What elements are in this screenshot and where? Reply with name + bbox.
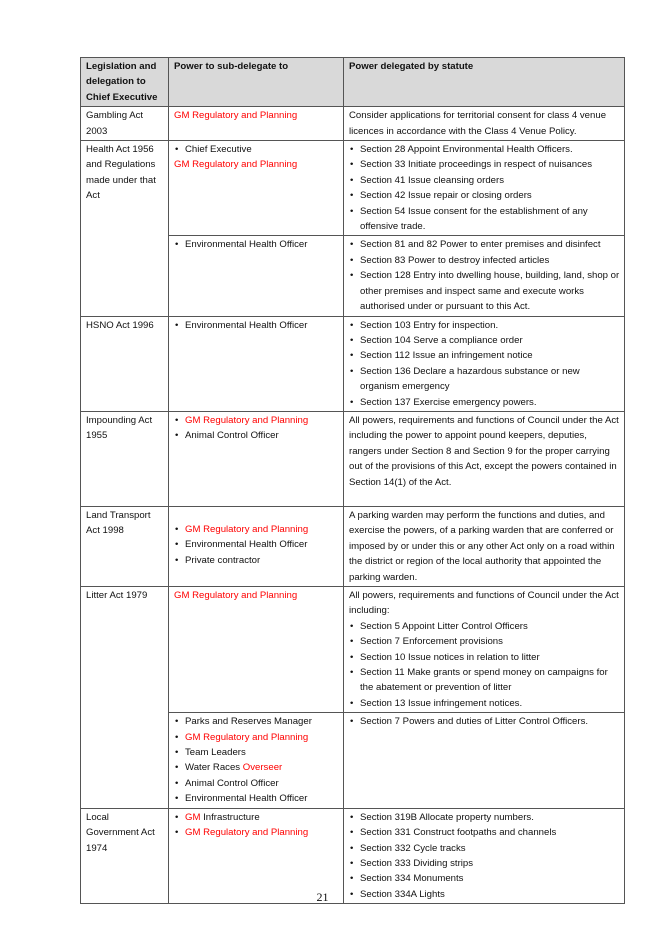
list-item: GM Regulatory and Planning bbox=[174, 159, 298, 171]
list-item: • Chief Executive bbox=[174, 142, 339, 157]
sub-delegate-cell bbox=[169, 316, 344, 411]
list-item: • Section 41 Issue cleansing orders bbox=[349, 173, 620, 188]
list-item: • Section 11 Make grants or spend money on campaigns for the abatement or prevention of litter bbox=[349, 665, 620, 696]
sub-delegate-cell: GM Regulatory and Planning bbox=[169, 587, 344, 713]
list-item: • Environmental Health Officer bbox=[174, 318, 339, 333]
list-item: • Section 334A Lights bbox=[349, 887, 620, 902]
list-item: • Section 332 Cycle tracks bbox=[349, 841, 620, 856]
table-row bbox=[81, 411, 625, 506]
legislation-cell: Land Transport Act 1998 bbox=[81, 506, 169, 586]
list-item: • Environmental Health Officer bbox=[174, 791, 339, 806]
list-item: • GM Regulatory and Planning bbox=[174, 730, 339, 745]
gm-label: GM bbox=[185, 811, 201, 823]
list-item: • Section 128 Entry into dwelling house, building, land, shop or other premises and inspect same and execute works authorised under or pursuant to this Act. bbox=[349, 268, 620, 314]
statute-intro: All powers, requirements and functions of Council under the Act including: bbox=[349, 590, 619, 617]
list-item: • Section 334 Monuments bbox=[349, 871, 620, 886]
sub-delegate-cell bbox=[169, 411, 344, 506]
sub-delegate-cell bbox=[169, 141, 344, 236]
list-item: • Section 42 Issue repair or closing orders bbox=[349, 188, 620, 203]
list-item: • Section 331 Construct footpaths and channels bbox=[349, 825, 620, 840]
table-row bbox=[81, 107, 625, 141]
list-item: • Section 333 Dividing strips bbox=[349, 856, 620, 871]
list-item: • GM Regulatory and Planning bbox=[174, 825, 339, 840]
statute-cell: Consider applications for territorial consent for class 4 venue licences in accordance with the Class 4 Venue Policy. bbox=[344, 107, 625, 141]
list-item: • Section 319B Allocate property numbers. bbox=[349, 810, 620, 825]
statute-cell bbox=[344, 141, 625, 236]
statute-cell bbox=[344, 587, 625, 713]
water-races-label: Water Races bbox=[185, 762, 243, 774]
statute-cell bbox=[344, 411, 625, 506]
list-item: • Section 83 Power to destroy infected articles bbox=[349, 253, 620, 268]
legislation-cell: HSNO Act 1996 bbox=[81, 316, 169, 411]
list-item: • Section 137 Exercise emergency powers. bbox=[349, 395, 620, 410]
statute-cell bbox=[344, 713, 625, 808]
list-item: • Section 136 Declare a hazardous substance or new organism emergency bbox=[349, 364, 620, 395]
table-header-row bbox=[81, 58, 625, 107]
legislation-cell: Impounding Act 1955 bbox=[81, 411, 169, 506]
list-item: • Team Leaders bbox=[174, 745, 339, 760]
header-sub-delegate: Power to sub-delegate to bbox=[169, 58, 344, 107]
spacer bbox=[349, 490, 620, 505]
list-item bbox=[174, 810, 339, 825]
sub-delegate-cell bbox=[169, 236, 344, 316]
sub-delegate-cell bbox=[169, 713, 344, 808]
page-number: 21 bbox=[316, 890, 329, 904]
legislation-cell: Litter Act 1979 bbox=[81, 587, 169, 809]
list-item: • Section 81 and 82 Power to enter premises and disinfect bbox=[349, 237, 620, 252]
list-item: • Section 112 Issue an infringement notice bbox=[349, 348, 620, 363]
sub-delegate-cell: GM Regulatory and Planning bbox=[169, 107, 344, 141]
statute-text: All powers, requirements and functions of Council under the Act including the power to appoint pound keepers, deputies, rangers under Section 8 and Section 9 for the proper carrying out of the provisions of this Act, except the powers contained in Section 14(1) of the Act. bbox=[349, 414, 619, 488]
legislation-cell: Gambling Act 2003 bbox=[81, 107, 169, 141]
statute-cell bbox=[344, 316, 625, 411]
legislation-cell: Local Government Act 1974 bbox=[81, 808, 169, 903]
list-item: • Section 103 Entry for inspection. bbox=[349, 318, 620, 333]
list-item: • Section 7 Enforcement provisions bbox=[349, 634, 620, 649]
sub-delegate-cell bbox=[169, 506, 344, 586]
header-legislation: Legislation and delegation to Chief Executive bbox=[81, 58, 169, 107]
list-item: • Private contractor bbox=[174, 553, 339, 568]
list-item: • Environmental Health Officer bbox=[174, 237, 339, 252]
statute-cell: A parking warden may perform the functions and duties, and exercise the powers, of a parking warden that are conferred or imposed by or under this or any other Act only on a road within the district or region of the local authority that appointed the parking warden. bbox=[344, 506, 625, 586]
list-item: • Section 13 Issue infringement notices. bbox=[349, 696, 620, 711]
table-row bbox=[81, 587, 625, 713]
list-item: • Parks and Reserves Manager bbox=[174, 714, 339, 729]
header-statute: Power delegated by statute bbox=[344, 58, 625, 107]
legislation-cell: Health Act 1956 and Regulations made under that Act bbox=[81, 141, 169, 316]
infrastructure-label: Infrastructure bbox=[200, 811, 260, 823]
list-item: • Section 10 Issue notices in relation to litter bbox=[349, 650, 620, 665]
statute-cell bbox=[344, 236, 625, 316]
list-item: • Section 7 Powers and duties of Litter Control Officers. bbox=[349, 714, 620, 729]
list-item: • Animal Control Officer bbox=[174, 776, 339, 791]
list-item: • Section 104 Serve a compliance order bbox=[349, 333, 620, 348]
list-item: • Environmental Health Officer bbox=[174, 537, 339, 552]
list-item bbox=[174, 760, 339, 775]
list-item: • Section 54 Issue consent for the establishment of any offensive trade. bbox=[349, 204, 620, 235]
list-item: • GM Regulatory and Planning bbox=[174, 522, 339, 537]
list-item: • Section 33 Initiate proceedings in respect of nuisances bbox=[349, 157, 620, 172]
list-item: • Section 5 Appoint Litter Control Officers bbox=[349, 619, 620, 634]
list-item: • Animal Control Officer bbox=[174, 428, 339, 443]
table-row bbox=[81, 506, 625, 586]
overseer-label: Overseer bbox=[242, 762, 283, 774]
list-item: • Section 28 Appoint Environmental Health Officers. bbox=[349, 142, 620, 157]
delegation-table bbox=[80, 57, 625, 904]
table-row bbox=[81, 141, 625, 236]
table-row bbox=[81, 316, 625, 411]
list-item: • GM Regulatory and Planning bbox=[174, 413, 339, 428]
